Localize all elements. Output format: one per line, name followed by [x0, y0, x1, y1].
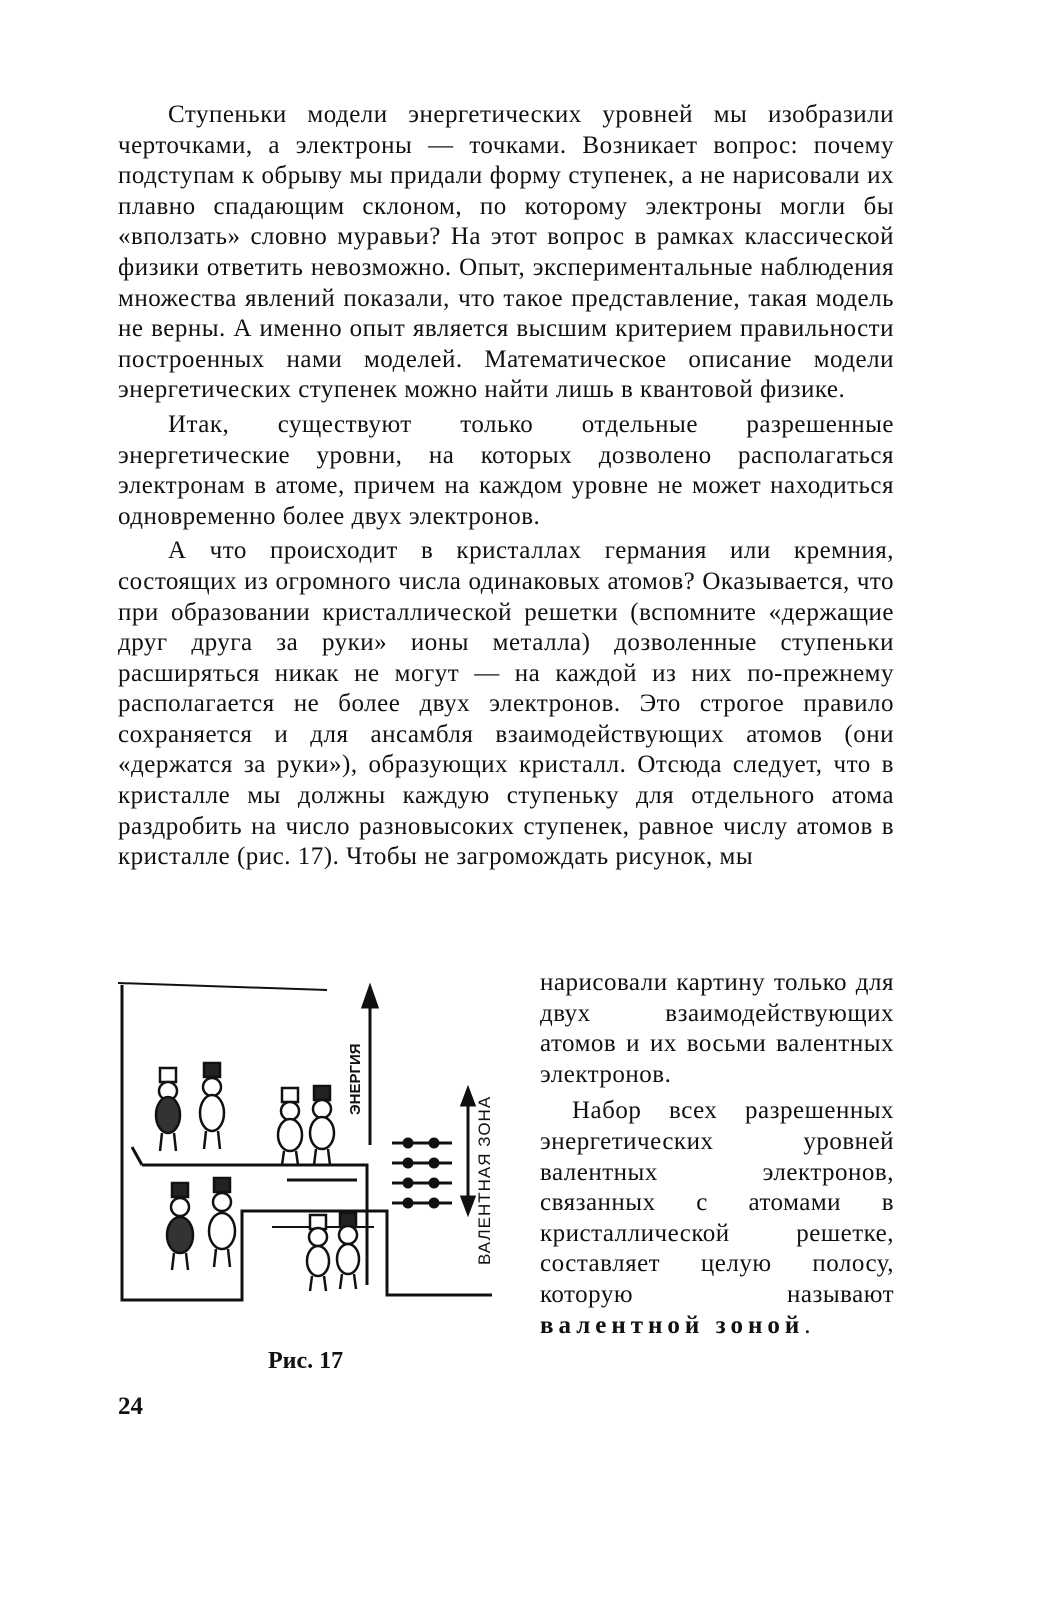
energy-arrow — [363, 987, 377, 1145]
zone-bracket — [462, 1089, 474, 1213]
person-4 — [310, 1086, 334, 1165]
paragraph-3-continuation: нарисовали картину только для двух взаимодействующих атомов и их восьми валентных электронов. — [540, 969, 894, 1088]
paragraph-2: Итак, существуют только отдельные разрешенные энергетические уровни, на которых дозволено располагаться электронам в атоме, причем на каждом уровне не может находиться одновременно более двух электронов. — [118, 410, 894, 530]
upper-step-outline — [132, 1147, 142, 1165]
paragraph-4-text: Набор всех разрешенных энергетических уровней валентных электронов, связанных с атомами в кристаллической решетке, составляет целую полосу, которую называют — [540, 1097, 894, 1308]
paragraph-4 — [540, 1096, 894, 1341]
people-figures — [156, 1063, 359, 1291]
term-end: . — [804, 1311, 812, 1339]
paragraph-3: А что происходит в кристаллах германия или кремния, состоящих из огромного числа одинаковых атомов? Оказывается, что при образовании кристаллической решетки (вспомните «держащие друг друга за руки» ионы металла) дозволенные ступеньки расширяться никак не могут — на каждой из них по-прежнему располагается не более двух электронов. Это строгое правило сохраняется и для ансамбля взаимодействующих атомов (они «держатся за руки»), образующих кристалл. Отсюда следует, что в кристалле мы должны каждую ступеньку для отдельного атома раздробить на число разновысоких ступенек, равное числу атомов в кристалле (рис. 17). Чтобы не загромождать рисунок, мы — [118, 537, 894, 871]
person-1 — [156, 1068, 180, 1151]
person-7 — [307, 1215, 329, 1291]
term-valence-zone: валентной зоной — [540, 1311, 805, 1339]
figure-17 — [112, 965, 522, 1305]
figure-17-illustration — [112, 965, 522, 1305]
figure-caption: Рис. 17 — [268, 1348, 344, 1374]
person-3 — [278, 1088, 302, 1165]
main-text — [118, 100, 894, 873]
energy-levels — [392, 1139, 452, 1207]
person-2 — [200, 1063, 224, 1149]
right-column-text — [540, 968, 894, 1341]
person-8 — [337, 1213, 359, 1289]
person-6 — [209, 1178, 235, 1267]
paragraph-1: Ступеньки модели энергетических уровней мы изобразили черточками, а электроны — точками. Возникает вопрос: почему подступам к обрыву мы придали форму ступенек, а не нарисовали их плавно спадающим склоном, по которому электроны могли бы «вползать» словно муравьи? На этот вопрос в рамках классической физики ответить невозможно. Опыт, экспериментальные наблюдения множества явлений показали, что такое представление, такая модель не верны. А именно опыт является высшим критерием правильности построенных нами моделей. Математическое описание модели энергетических ступенек можно найти лишь в квантовой физике. — [118, 101, 894, 404]
person-5 — [167, 1183, 193, 1270]
energy-label: ЭНЕРГИЯ — [347, 1043, 364, 1115]
page-number: 24 — [118, 1393, 143, 1420]
valence-zone-label: ВАЛЕНТНАЯ ЗОНА — [475, 1095, 494, 1265]
